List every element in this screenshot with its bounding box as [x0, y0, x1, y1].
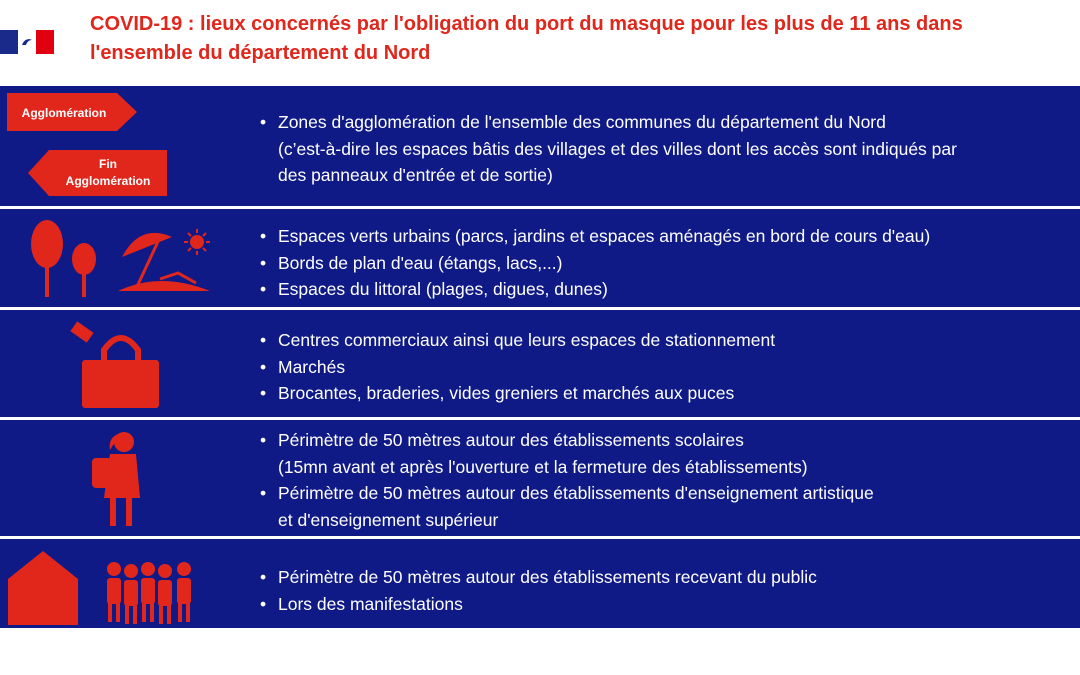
sun-icon	[184, 229, 210, 255]
sign-exit-label-1: Fin	[99, 157, 117, 171]
row-list	[258, 223, 930, 303]
page-title	[90, 10, 1080, 68]
list-item: • Bords de plan d'eau (étangs, lacs,...)	[258, 250, 930, 277]
shopping-bag-icon	[0, 310, 240, 417]
list-item: • Lors des manifestations	[258, 591, 817, 618]
row-icons	[0, 310, 240, 417]
sign-exit-label-2: Agglomération	[65, 174, 151, 188]
building-crowd-icon	[0, 539, 240, 628]
row-agglomeration	[0, 83, 1080, 206]
list-item: • Périmètre de 50 mètres autour des établissements recevant du public	[258, 564, 817, 591]
row-icons	[0, 539, 240, 628]
building-icon	[8, 551, 78, 625]
row-list	[258, 564, 817, 617]
row-shopping	[0, 307, 1080, 417]
agglomeration-signs-icon	[0, 86, 240, 206]
list-item: • Espaces verts urbains (parcs, jardins et espaces aménagés en bord de cours d'eau)	[258, 223, 930, 250]
schoolchild-icon	[0, 420, 240, 536]
flag-blue-band	[0, 30, 18, 54]
row-list	[258, 327, 775, 407]
list-item: • Brocantes, braderies, vides greniers et marchés aux puces	[258, 380, 775, 407]
row-icons	[0, 86, 240, 206]
marianne-icon	[20, 37, 34, 47]
row-public-establishments	[0, 536, 1080, 628]
list-item: • Périmètre de 50 mètres autour des établissements scolaires (15mn avant et après l'ouverture et la fermeture des établissements)	[258, 427, 874, 480]
republique-logo	[0, 30, 54, 54]
trees-icon	[31, 220, 96, 297]
list-item: • Marchés	[258, 354, 775, 381]
row-green-spaces	[0, 206, 1080, 307]
flag-red-band	[36, 30, 54, 54]
row-icons	[0, 420, 240, 536]
row-list	[258, 109, 957, 189]
title-line-2: l'ensemble du département du Nord	[90, 42, 431, 64]
row-schools	[0, 417, 1080, 536]
list-item: • Espaces du littoral (plages, digues, dunes)	[258, 276, 930, 303]
trees-beach-icon	[0, 209, 240, 307]
list-item: • Zones d'agglomération de l'ensemble des communes du département du Nord (c’est-à-dire les espaces bâtis des villages et des villes dont les accès sont indiqués par des panneaux d'entrée et de sortie)	[258, 109, 957, 189]
title-line-1: COVID-19 : lieux concernés par l'obligation du port du masque pour les plus de 11 ans dans	[90, 13, 963, 35]
list-item: • Périmètre de 50 mètres autour des établissements d'enseignement artistique et d'enseignement supérieur	[258, 480, 874, 533]
row-list	[258, 427, 874, 533]
flag-white-band	[18, 30, 36, 54]
list-item: • Centres commerciaux ainsi que leurs espaces de stationnement	[258, 327, 775, 354]
sign-entry-label: Agglomération	[21, 106, 107, 120]
row-icons	[0, 209, 240, 307]
crowd-icon	[107, 562, 191, 624]
